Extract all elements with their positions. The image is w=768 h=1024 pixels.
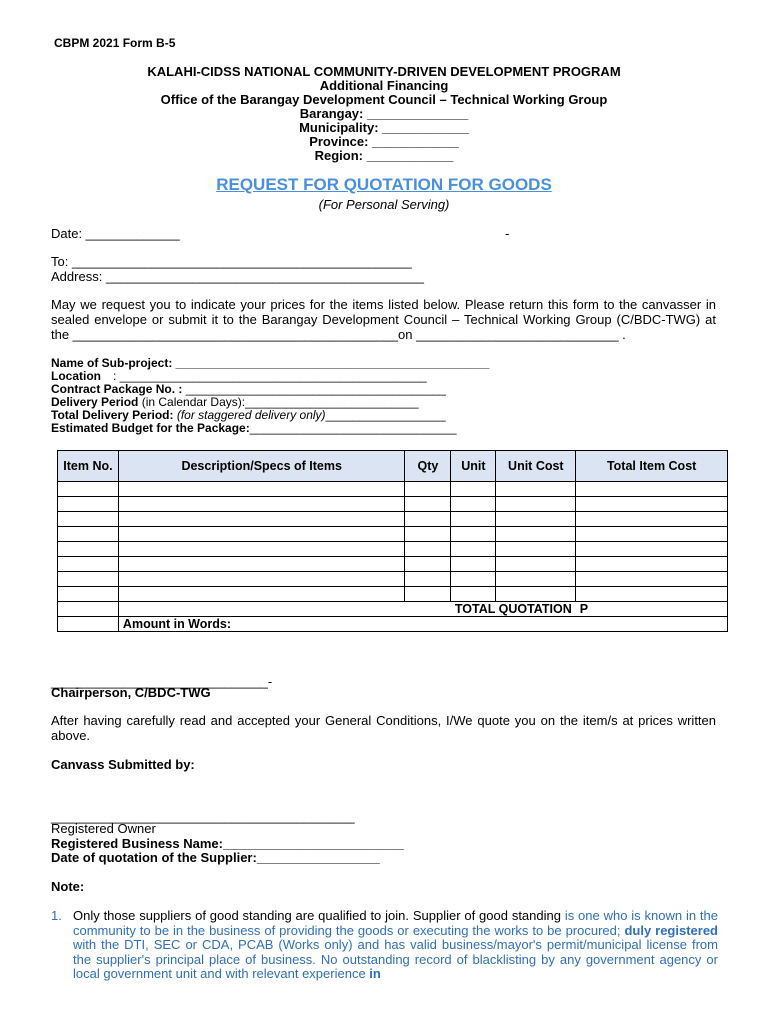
canvass-label: Canvass Submitted by: <box>51 757 195 772</box>
table-cell[interactable] <box>58 542 119 557</box>
table-cell[interactable] <box>576 557 728 572</box>
table-cell[interactable] <box>405 587 451 602</box>
location-label: Location <box>51 369 101 383</box>
table-cell[interactable] <box>58 572 119 587</box>
table-row <box>58 542 728 557</box>
table-cell[interactable] <box>118 542 405 557</box>
total-row <box>58 602 728 617</box>
owner-signature-line: __________________________________________ <box>51 809 355 824</box>
table-cell[interactable] <box>496 512 576 527</box>
table-cell[interactable] <box>118 482 405 497</box>
delivery-field <box>51 395 419 409</box>
table-cell[interactable] <box>58 512 119 527</box>
form-code: CBPM 2021 Form B-5 <box>54 36 176 50</box>
subproject-field: Name of Sub-project: _______________________________________________ <box>51 356 490 370</box>
table-cell[interactable] <box>405 542 451 557</box>
table-cell[interactable] <box>496 497 576 512</box>
table-cell[interactable] <box>496 572 576 587</box>
acceptance-paragraph: After having carefully read and accepted your General Conditions, I/We quote you on the item/s at prices written above. <box>51 713 716 743</box>
header-qty: Qty <box>405 451 451 482</box>
location-field <box>51 369 427 383</box>
budget-label: Estimated Budget for the Package: <box>51 421 250 435</box>
table-cell[interactable] <box>576 527 728 542</box>
table-cell[interactable] <box>451 512 496 527</box>
note-item-1 <box>51 909 718 982</box>
table-cell[interactable] <box>405 572 451 587</box>
delivery-blank: (in Calendar Days):__________________________ <box>138 395 419 409</box>
table-cell[interactable] <box>451 497 496 512</box>
table-cell[interactable] <box>496 542 576 557</box>
note-text-part5: in <box>369 966 381 981</box>
table-cell[interactable] <box>58 587 119 602</box>
table-cell[interactable] <box>496 587 576 602</box>
office-line: Office of the Barangay Development Council – Technical Working Group <box>160 92 608 107</box>
request-paragraph: May we request you to indicate your prices for the items listed below. Please return this form to the canvasser in sealed envelope or submit it to the Barangay Development Council – Technical Working Group (C/BDC-TWG) at the _____________________________________________on ____________________________ . <box>51 297 716 342</box>
table-cell[interactable] <box>405 557 451 572</box>
chairperson-signature-line: ______________________________- <box>51 674 273 689</box>
note-text-part2: is one who is known in the community to be in the business of providing the goods or executing the works to be procured; <box>73 908 718 938</box>
table-cell[interactable] <box>58 482 119 497</box>
table-cell[interactable] <box>576 482 728 497</box>
date-dash: - <box>505 226 510 241</box>
header-unit-cost: Unit Cost <box>496 451 576 482</box>
table-row <box>58 557 728 572</box>
region-field: Region: ____________ <box>314 148 454 163</box>
table-cell[interactable] <box>118 527 405 542</box>
header-item-no: Item No. <box>58 451 119 482</box>
table-cell[interactable] <box>451 482 496 497</box>
total-delivery-label: Total Delivery Period: <box>51 408 174 422</box>
table-row <box>58 497 728 512</box>
budget-blank: _______________________________ <box>249 421 457 435</box>
note-text <box>73 909 718 982</box>
table-cell[interactable] <box>58 527 119 542</box>
contract-label: Contract Package No. : <box>51 382 186 396</box>
table-cell[interactable] <box>118 557 405 572</box>
municipality-field: Municipality: ____________ <box>299 120 469 135</box>
table-cell[interactable] <box>496 527 576 542</box>
financing-line: Additional Financing <box>319 78 449 93</box>
table-cell[interactable] <box>451 527 496 542</box>
program-name: KALAHI-CIDSS NATIONAL COMMUNITY-DRIVEN DEVELOPMENT PROGRAM <box>147 64 621 79</box>
table-cell[interactable] <box>58 497 119 512</box>
table-cell[interactable] <box>405 482 451 497</box>
table-cell[interactable] <box>451 572 496 587</box>
quotation-date-field: Date of quotation of the Supplier:_________________ <box>51 850 380 865</box>
header-total-cost: Total Item Cost <box>576 451 728 482</box>
header-description: Description/Specs of Items <box>118 451 405 482</box>
table-cell[interactable] <box>405 512 451 527</box>
items-table <box>57 450 728 632</box>
address-field: Address: ____________________________________________ <box>51 269 425 284</box>
total-delivery-note: (for staggered delivery only) <box>173 408 326 422</box>
note-text-part3: duly registered <box>624 922 718 938</box>
note-number: 1. <box>51 908 62 923</box>
date-field: Date: _____________ <box>51 226 180 241</box>
owner-label: Registered Owner <box>51 821 156 836</box>
table-cell[interactable] <box>118 587 405 602</box>
note-text-part4: with the DTI, SEC or CDA, PCAB (Works only) and has valid business/mayor's permit/municipal license from the supplier's principal place of business. No outstanding record of blacklisting by any government agency or local government unit and with relevant experience <box>73 937 718 981</box>
table-cell[interactable] <box>118 512 405 527</box>
table-cell[interactable] <box>576 572 728 587</box>
total-row-blank <box>58 602 119 617</box>
table-cell[interactable] <box>496 557 576 572</box>
note-text-part1: Only those suppliers of good standing are qualified to join. Supplier of good standing <box>73 908 565 923</box>
table-cell[interactable] <box>451 587 496 602</box>
location-blank: : ______________________________________________ <box>113 369 427 383</box>
table-cell[interactable] <box>451 557 496 572</box>
contract-field <box>51 382 446 396</box>
table-cell[interactable] <box>405 527 451 542</box>
total-quotation-label: TOTAL QUOTATION <box>118 602 575 617</box>
item-rows <box>58 482 728 602</box>
to-field: To: _______________________________________________ <box>51 254 412 269</box>
table-cell[interactable] <box>576 542 728 557</box>
table-cell[interactable] <box>496 482 576 497</box>
table-row <box>58 572 728 587</box>
budget-field <box>51 421 457 435</box>
business-name-field: Registered Business Name:_________________________ <box>51 836 404 851</box>
amount-words-row <box>58 617 728 632</box>
table-row <box>58 527 728 542</box>
amount-words-blank <box>58 617 119 632</box>
amount-words-label: Amount in Words: <box>118 617 727 632</box>
barangay-field: Barangay: ______________ <box>299 106 469 121</box>
form-subtitle: (For Personal Serving) <box>318 197 450 212</box>
total-delivery-field <box>51 408 446 422</box>
table-cell[interactable] <box>576 512 728 527</box>
note-label: Note: <box>51 879 85 894</box>
table-cell[interactable] <box>118 497 405 512</box>
form-title: REQUEST FOR QUOTATION FOR GOODS <box>216 175 552 194</box>
table-row <box>58 482 728 497</box>
chairperson-label: Chairperson, C/BDC-TWG <box>51 685 211 700</box>
table-row <box>58 587 728 602</box>
header-unit: Unit <box>451 451 496 482</box>
total-quotation-currency: P <box>576 602 728 617</box>
table-cell[interactable] <box>405 497 451 512</box>
table-cell[interactable] <box>451 542 496 557</box>
table-cell[interactable] <box>118 572 405 587</box>
total-delivery-blank: __________________ <box>325 408 446 422</box>
table-cell[interactable] <box>576 587 728 602</box>
contract-blank: _______________________________________ <box>185 382 446 396</box>
table-cell[interactable] <box>576 497 728 512</box>
delivery-label: Delivery Period <box>51 395 139 409</box>
table-cell[interactable] <box>58 557 119 572</box>
table-row <box>58 512 728 527</box>
table-header-row <box>58 451 728 482</box>
province-field: Province: ____________ <box>309 134 459 149</box>
